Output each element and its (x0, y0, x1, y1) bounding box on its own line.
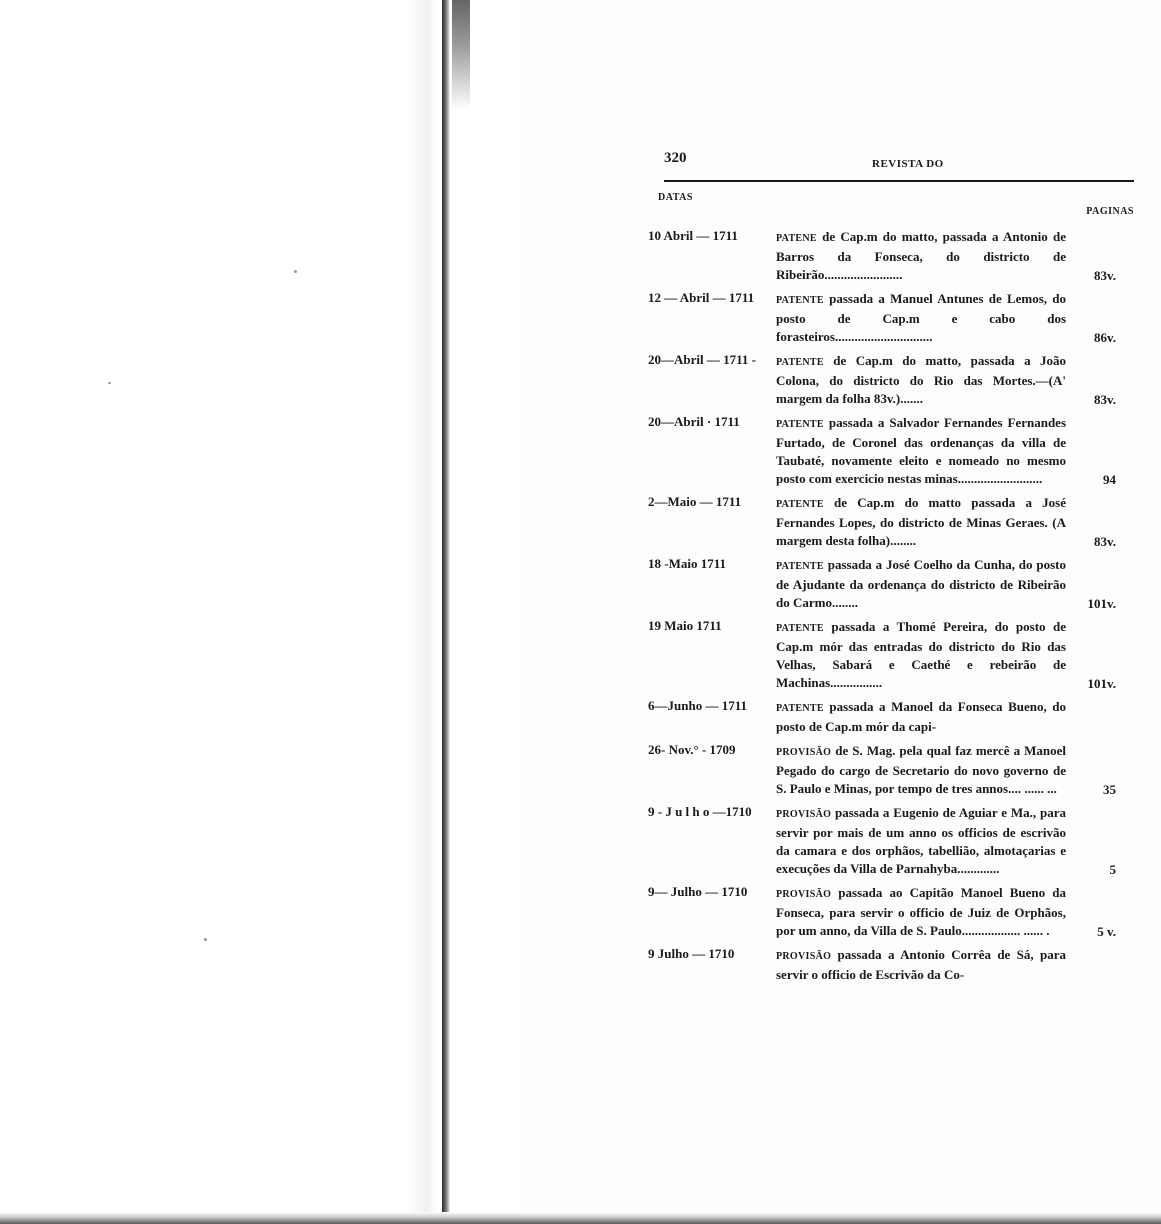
entry-description (776, 414, 1066, 488)
entry-page: 101v. (1087, 596, 1116, 611)
entry-kind: PATENE (776, 233, 817, 244)
column-header-dates: DATAS (658, 192, 693, 203)
entry-date: 9 Julho — 1710 (648, 946, 735, 961)
entry-text: de S. Mag. pela qual faz mercê a Manoel Pegado do cargo de Secretario do novo governo de S. Paulo e Minas, por tempo de tres annos.... ...... ... (776, 743, 1067, 796)
entry-page: 5 v. (1097, 924, 1116, 939)
dust-speck (108, 382, 111, 384)
entry-kind: PATENTE (776, 623, 824, 634)
scan-bottom-edge (0, 1212, 1161, 1224)
entry-text: de Cap.m do matto, passada a João Colona, do districto do Rio das Mortes.—(A' margem da folha 83v.)....... (776, 353, 1067, 406)
entry-description (776, 742, 1066, 798)
gutter-top-shadow (452, 0, 470, 110)
entry-text: de Cap.m do matto passada a José Fernandes Lopes, do districto de Minas Geraes. (A margem desta folha)........ (776, 495, 1066, 548)
entry-page: 83v. (1093, 268, 1116, 283)
entry-description (776, 884, 1066, 940)
entry-text: passada a Manuel Antunes de Lemos, do posto de Cap.m e cabo dos forasteiros.............................. (776, 291, 1066, 344)
entry-date: 20—Abril · 1711 (648, 414, 740, 429)
entry-description (776, 618, 1066, 692)
entry-text: passada a Manoel da Fonseca Bueno, do posto de Cap.m mór da capi- (776, 699, 1067, 734)
dust-speck (204, 938, 207, 941)
entry-date: 2—Maio — 1711 (648, 494, 742, 509)
entry-kind: PATENTE (776, 561, 824, 572)
entry-list (648, 228, 1134, 990)
entry-text: passada a José Coelho da Cunha, do posto de Ajudante da ordenança do districto de Ribeirão do Carmo........ (776, 557, 1066, 610)
entry-date: 9— Julho — 1710 (648, 884, 748, 899)
entry-page: 101v. (1087, 676, 1116, 691)
entry-page: 94 (1103, 472, 1116, 487)
entry-date: 9 - J u l h o —1710 (648, 804, 752, 819)
list-item (648, 290, 1134, 346)
entry-description (776, 946, 1066, 984)
entry-text: de Cap.m do matto, passada a Antonio de Barros da Fonseca, do districto de Ribeirão........................ (776, 229, 1066, 282)
column-header-pages: PAGINAS (1086, 206, 1134, 217)
entry-kind: PATENTE (776, 499, 824, 510)
entry-date: 26- Nov.° - 1709 (648, 742, 736, 757)
page-header (664, 150, 1134, 182)
list-item (648, 698, 1134, 736)
list-item (648, 742, 1134, 798)
list-item (648, 494, 1134, 550)
entry-date: 6—Junho — 1711 (648, 698, 747, 713)
document-page (648, 150, 1134, 1050)
list-item (648, 556, 1134, 612)
list-item (648, 352, 1134, 408)
entry-page: 5 (1109, 862, 1116, 877)
list-item (648, 804, 1134, 878)
entry-kind: PROVISÃO (776, 809, 832, 820)
entry-page: 35 (1103, 782, 1116, 797)
running-head: REVISTA DO (872, 158, 944, 170)
entry-kind: PATENTE (776, 295, 824, 306)
entry-kind: PROVISÃO (776, 951, 832, 962)
entry-kind: PATENTE (776, 357, 824, 368)
entry-text: passada ao Capitão Manoel Bueno da Fonseca, para servir o officio de Juiz de Orphãos, por um anno, da Villa de S. Paulo.................. ...... . (776, 885, 1066, 938)
list-item (648, 618, 1134, 692)
entry-date: 19 Maio 1711 (648, 618, 722, 633)
entry-description (776, 494, 1066, 550)
list-item (648, 228, 1134, 284)
entry-kind: PATENTE (776, 419, 824, 430)
book-gutter-shadow (442, 0, 450, 1224)
entry-text: passada a Salvador Fernandes Fernandes Furtado, de Coronel das ordenanças da villa de Taubaté, novamente eleito e nomeado no mesmo posto com exercicio nestas minas.......................... (776, 415, 1067, 486)
entry-description (776, 804, 1066, 878)
list-item (648, 884, 1134, 940)
entry-date: 12 — Abril — 1711 (648, 290, 755, 305)
entry-kind: PATENTE (776, 703, 824, 714)
entry-page: 83v. (1093, 392, 1116, 407)
entry-text: passada a Antonio Corrêa de Sá, para servir o officio de Escrivão da Co- (776, 947, 1067, 982)
entry-description (776, 352, 1066, 408)
entry-date: 10 Abril — 1711 (648, 228, 738, 243)
entry-text: passada a Eugenio de Aguiar e Ma., para servir por mais de um anno os officios de escrivão da camara e dos orphãos, tabellião, almotaçarias e execuções da Villa de Parnahyba............. (776, 805, 1066, 876)
entry-description (776, 290, 1066, 346)
entry-date: 18 -Maio 1711 (648, 556, 726, 571)
entry-text: passada a Thomé Pereira, do posto de Cap.m mór das entradas do districto do Rio das Velhas, Sabará e Caethé e rebeirão de Machinas................ (776, 619, 1067, 690)
list-item (648, 414, 1134, 488)
page-number: 320 (664, 150, 687, 166)
entry-date: 20—Abril — 1711 - (648, 352, 756, 367)
entry-kind: PROVISÃO (776, 747, 832, 758)
entry-description (776, 698, 1066, 736)
entry-page: 86v. (1093, 330, 1116, 345)
entry-kind: PROVISÃO (776, 889, 832, 900)
entry-page: 83v. (1093, 534, 1116, 549)
entry-description (776, 228, 1066, 284)
entry-description (776, 556, 1066, 612)
list-item (648, 946, 1134, 984)
dust-speck (294, 270, 297, 273)
